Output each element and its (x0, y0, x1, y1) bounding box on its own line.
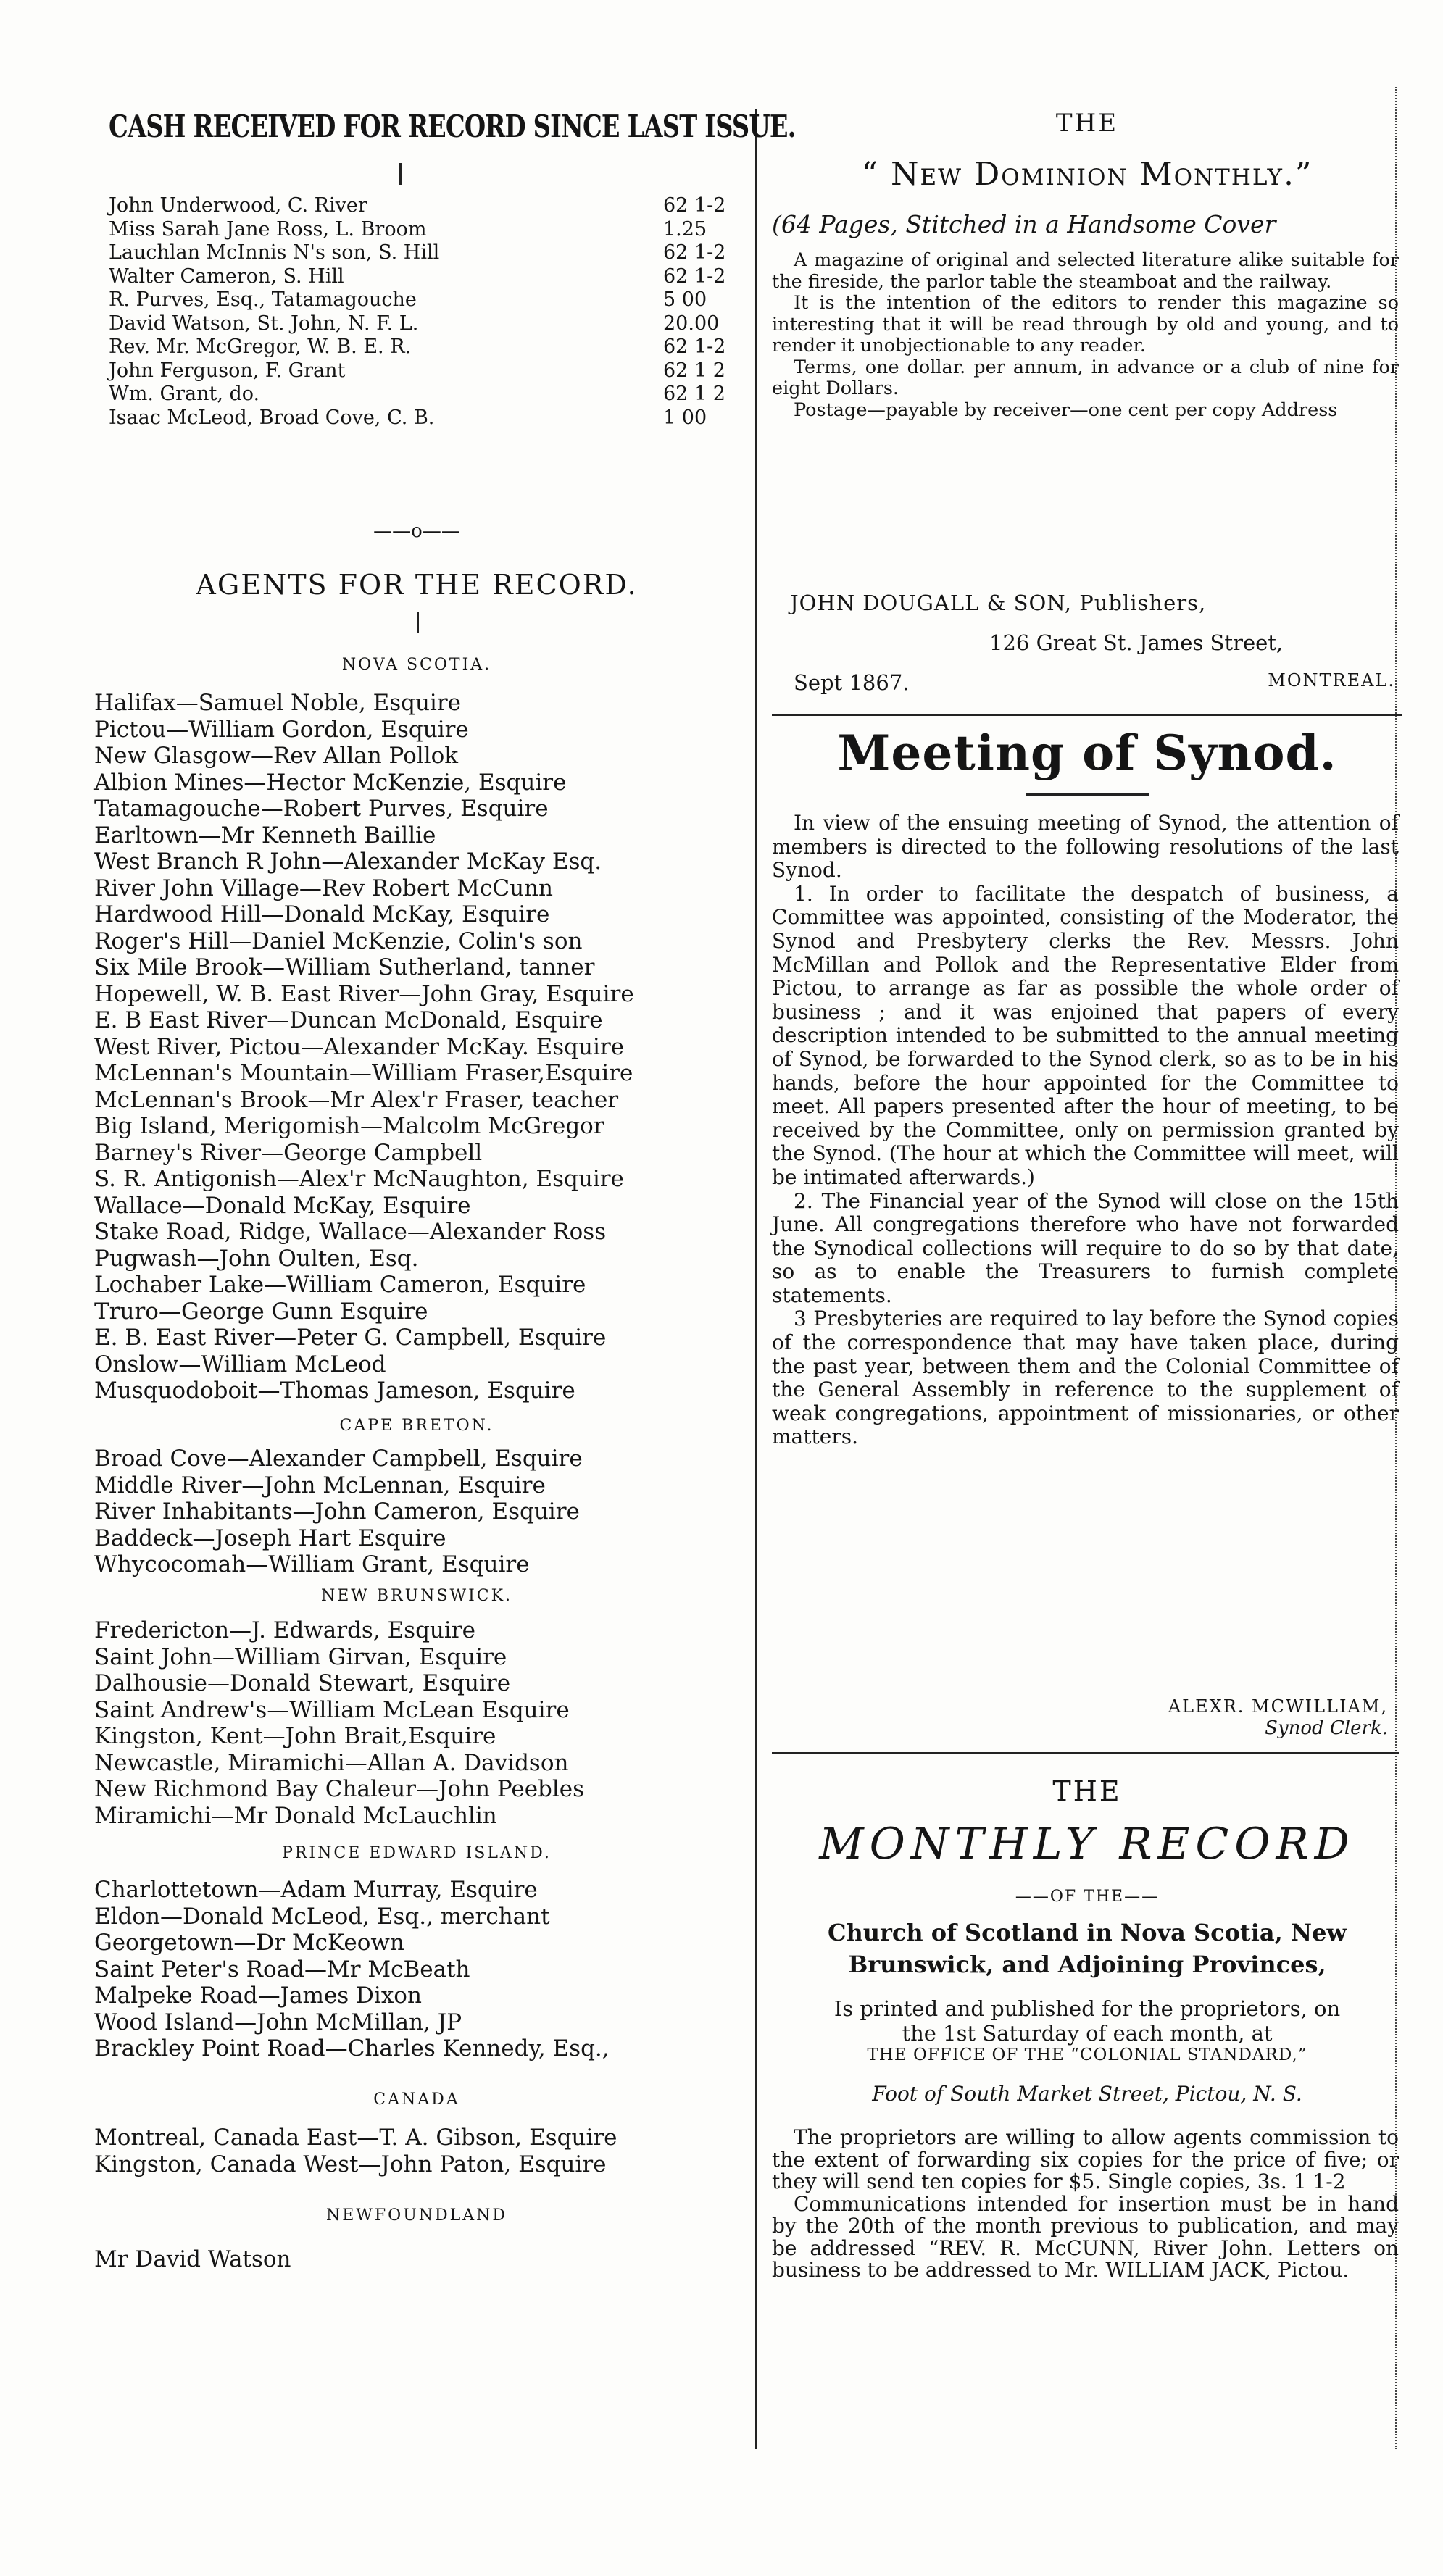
agent-entry: Roger's Hill—Daniel McKenzie, Colin's son (94, 928, 583, 954)
synod-paragraph: In view of the ensuing meeting of Synod, the attention of members is directed to the following resolutions of the last Synod. (772, 811, 1399, 883)
cash-entry (109, 359, 747, 383)
agent-entry: New Richmond Bay Chaleur—John Peebles (94, 1776, 585, 1802)
agents-heading: AGENTS FOR THE RECORD. (196, 569, 638, 601)
ndm-paragraph: Postage—payable by receiver—one cent per copy Address (794, 399, 1338, 421)
cash-amount: 5 00 (663, 288, 707, 311)
agent-entry: Dalhousie—Donald Stewart, Esquire (94, 1670, 511, 1696)
ndm-city: MONTREAL. (1268, 670, 1395, 691)
agent-entry: Saint John—William Girvan, Esquire (94, 1643, 507, 1670)
cash-name: David Watson, St. John, N. F. L. (109, 312, 419, 335)
agent-entry: West Branch R John—Alexander McKay Esq. (94, 849, 602, 875)
agent-entry: Albion Mines—Hector McKenzie, Esquire (94, 769, 567, 796)
cash-entry (109, 288, 747, 312)
agent-entry: Broad Cove—Alexander Campbell, Esquire (94, 1446, 583, 1472)
synod-heading: Meeting of Synod. (837, 725, 1337, 781)
agent-entry: Stake Road, Ridge, Wallace—Alexander Ross (94, 1219, 607, 1245)
agent-entry: Halifax—Samuel Noble, Esquire (94, 690, 462, 716)
ndm-subtitle: (64 Pages, Stitched in a Handsome Cover (772, 210, 1276, 238)
cash-name: Walter Cameron, S. Hill (109, 264, 344, 288)
agent-entry: E. B. East River—Peter G. Campbell, Esquire (94, 1325, 607, 1351)
cash-amount: 1 00 (663, 406, 707, 429)
agent-entry: Onslow—William McLeod (94, 1351, 386, 1377)
cash-amount: 62 1-2 (663, 241, 726, 264)
synod-signer-role: Synod Clerk. (1265, 1717, 1388, 1739)
cash-entry (109, 218, 747, 242)
agent-entry: Middle River—John McLennan, Esquire (94, 1472, 546, 1499)
cash-name: Rev. Mr. McGregor, W. B. E. R. (109, 335, 412, 358)
agent-entry: Truro—George Gunn Esquire (94, 1298, 428, 1325)
printed-line: the 1st Saturday of each month, at (902, 2021, 1273, 2046)
agent-entry: New Glasgow—Rev Allan Pollok (94, 743, 459, 769)
agent-entry: Hardwood Hill—Donald McKay, Esquire (94, 901, 550, 928)
agent-list-canada (94, 2125, 747, 2177)
cash-amount: 20.00 (663, 312, 720, 335)
synod-paragraph: 1. In order to facilitate the despatch of business, a Committee was appointed, consisting of the Moderator, the Synod and Presbytery clerks the Rev. Messrs. John McMillan and Pollok and the Representative Elder from Pictou, to arrange as far as possible the whole order of business ; and it was enjoined that papers of every description intended to be submitted to the annual meeting of Synod, be forwarded to the Synod clerk, so as to be in his hands, before the hour appointed for the Committee to meet. All papers presented after the hour of meeting, to be received by the Committee, only on permission granted by the Synod. (The hour at which the Committee will meet, will be intimated afterwards.) (772, 881, 1399, 1189)
monthly-record-location: Foot of South Market Street, Pictou, N. S. (872, 2082, 1302, 2106)
agent-entry: Big Island, Merigomish—Malcolm McGregor (94, 1113, 604, 1139)
cash-name: R. Purves, Esq., Tatamagouche (109, 288, 417, 311)
agent-list-newfoundland (94, 2246, 747, 2273)
agent-entry: Musquodoboit—Thomas Jameson, Esquire (94, 1377, 575, 1404)
ndm-paragraph: A magazine of original and selected literature alike suitable for the fireside, the parlor table the steamboat and the railway. (772, 249, 1399, 293)
cash-entry (109, 265, 747, 289)
synod-paragraph: 3 Presbyteries are required to lay before the Synod copies of the correspondence that may have taken place, during the past year, between them and the Colonial Committee of the General Assembly in reference to the supplement of weak congregations, appointment of missionaries, or other matters. (772, 1306, 1399, 1449)
column-divider (755, 109, 757, 2449)
agent-entry: Saint Andrew's—William McLean Esquire (94, 1696, 570, 1723)
agent-entry: Lochaber Lake—William Cameron, Esquire (94, 1272, 586, 1298)
ndm-address: 126 Great St. James Street, (989, 630, 1284, 655)
ndm-date: Sept 1867. (794, 670, 910, 695)
agent-list-prince-edward-island (94, 1877, 747, 2062)
agent-entry: Saint Peter's Road—Mr McBeath (94, 1956, 470, 1983)
cash-entry (109, 407, 747, 430)
monthly-record-body (772, 2127, 1399, 2282)
region-heading-nova-scotia: NOVA SCOTIA. (341, 656, 492, 674)
agent-entry: Montreal, Canada East—T. A. Gibson, Esquire (94, 2125, 617, 2151)
agent-entry: Georgetown—Dr McKeown (94, 1930, 404, 1956)
church-line: Brunswick, and Adjoining Provinces, (848, 1951, 1326, 1978)
cash-name: Wm. Grant, do. (109, 383, 260, 405)
agent-entry: Barney's River—George Campbell (94, 1139, 483, 1166)
heading-rule (1026, 793, 1149, 796)
monthly-record-church (772, 1917, 1402, 1980)
synod-signature (1168, 1696, 1388, 1739)
agent-list-cape-breton (94, 1446, 747, 1578)
agent-entry: S. R. Antigonish—Alex'r McNaughton, Esquire (94, 1166, 624, 1192)
cash-received-list (109, 194, 747, 430)
cash-entry (109, 241, 747, 265)
agent-entry: Charlottetown—Adam Murray, Esquire (94, 1877, 538, 1903)
heading-rule (417, 612, 419, 633)
agent-entry: Pugwash—John Oulten, Esq. (94, 1245, 419, 1272)
cash-entry (109, 312, 747, 336)
ndm-paragraph: Terms, one dollar. per annum, in advance or a club of nine for eight Dollars. (772, 356, 1399, 399)
heading-rule (399, 163, 402, 185)
agent-entry: Eldon—Donald McLeod, Esq., merchant (94, 1903, 550, 1930)
synod-signer-name: ALEXR. MCWILLIAM, (1168, 1696, 1388, 1717)
cash-received-heading: CASH RECEIVED FOR RECORD SINCE LAST ISSUE. (109, 109, 796, 144)
section-rule (772, 1752, 1399, 1754)
region-heading-new-brunswick: NEW BRUNSWICK. (320, 1587, 513, 1605)
agent-entry: West River, Pictou—Alexander McKay. Esquire (94, 1033, 625, 1060)
monthly-record-kicker: THE (1052, 1775, 1122, 1807)
synod-paragraph: 2. The Financial year of the Synod will close on the 15th June. All congregations therefore who have not forwarded the Synodical collections will require to do so by that date, so as to enable the Treasurers to furnish complete statements. (772, 1188, 1399, 1307)
ndm-publisher: JOHN DOUGALL & SON, Publishers, (790, 591, 1207, 615)
agent-entry: E. B East River—Duncan McDonald, Esquire (94, 1007, 603, 1033)
cash-amount: 62 1-2 (663, 335, 726, 358)
cash-entry (109, 383, 747, 407)
agent-entry: McLennan's Brook—Mr Alex'r Fraser, teacher (94, 1086, 619, 1113)
monthly-record-paragraph: Communications intended for insertion must be in hand by the 20th of the month previous to publication, and may be addressed “REV. R. McCUNN, River John. Letters on business to be addressed to Mr. WILLIAM JACK, Pictou. (772, 2191, 1399, 2282)
cash-name: John Ferguson, F. Grant (109, 359, 346, 382)
monthly-record-title: MONTHLY RECORD (819, 1819, 1355, 1870)
agent-entry: Fredericton—J. Edwards, Esquire (94, 1617, 475, 1643)
agent-entry: Earltown—Mr Kenneth Baillie (94, 822, 436, 849)
agent-entry: Whycocomah—William Grant, Esquire (94, 1551, 530, 1577)
monthly-record-printed (772, 1996, 1402, 2046)
ndm-advertisement-body (772, 250, 1399, 421)
monthly-record-paragraph: The proprietors are willing to allow agents commission to the extent of forwarding six copies for the price of five; or they will send ten copies for $5. Single copies, 3s. 1 1-2 (772, 2125, 1399, 2193)
cash-amount: 62 1-2 (663, 194, 726, 217)
monthly-record-of-the: ——OF THE—— (1015, 1888, 1160, 1906)
agent-entry: Wood Island—John McMillan, JP (94, 2009, 462, 2035)
agent-entry: Malpeke Road—James Dixon (94, 1983, 422, 2009)
agent-entry: Tatamagouche—Robert Purves, Esquire (94, 796, 549, 822)
region-heading-prince-edward-island: PRINCE EDWARD ISLAND. (282, 1844, 552, 1862)
ndm-kicker: THE (1055, 109, 1119, 138)
region-heading-cape-breton: CAPE BRETON. (339, 1417, 494, 1435)
agent-entry: River John Village—Rev Robert McCunn (94, 875, 554, 901)
agent-entry: Miramichi—Mr Donald McLauchlin (94, 1802, 497, 1829)
cash-name: Isaac McLeod, Broad Cove, C. B. (109, 406, 435, 429)
section-rule (772, 714, 1402, 716)
cash-entry (109, 335, 747, 359)
synod-notice-body (772, 812, 1399, 1449)
ndm-title: “ New Dominion Monthly.” (861, 156, 1313, 193)
agent-entry: Newcastle, Miramichi—Allan A. Davidson (94, 1749, 569, 1776)
region-heading-newfoundland: NEWFOUNDLAND (325, 2206, 508, 2225)
cash-amount: 1.25 (663, 217, 707, 241)
printed-line: Is printed and published for the proprietors, on (833, 1996, 1341, 2021)
church-line: Church of Scotland in Nova Scotia, New (827, 1919, 1347, 1946)
cash-name: John Underwood, C. River (109, 194, 367, 217)
agent-list-nova-scotia (94, 690, 747, 1404)
agent-entry: Wallace—Donald McKay, Esquire (94, 1192, 471, 1219)
ndm-paragraph: It is the intention of the editors to render this magazine so interesting that it will be read through by old and young, and to render it unobjectionable to any reader. (772, 292, 1399, 357)
agent-entry: Brackley Point Road—Charles Kennedy, Esq., (94, 2035, 610, 2062)
agent-entry: Kingston, Kent—John Brait,Esquire (94, 1723, 496, 1749)
cash-amount: 62 1 2 (663, 383, 725, 405)
cash-amount: 62 1-2 (663, 264, 726, 288)
region-heading-canada: CANADA (373, 2091, 460, 2109)
agent-entry: River Inhabitants—John Cameron, Esquire (94, 1499, 580, 1525)
agent-entry: Hopewell, W. B. East River—John Gray, Esquire (94, 980, 634, 1007)
agent-entry: Six Mile Brook—William Sutherland, tanner (94, 954, 595, 980)
agent-entry: Pictou—William Gordon, Esquire (94, 716, 469, 743)
cash-amount: 62 1 2 (663, 359, 725, 382)
cash-name: Lauchlan McInnis N's son, S. Hill (109, 241, 440, 264)
agent-entry: Kingston, Canada West—John Paton, Esquire (94, 2151, 607, 2177)
agent-list-new-brunswick (94, 1617, 747, 1829)
cash-name: Miss Sarah Jane Ross, L. Broom (109, 217, 427, 241)
agent-entry: Baddeck—Joseph Hart Esquire (94, 1525, 446, 1551)
cash-entry (109, 194, 747, 218)
monthly-record-office: THE OFFICE OF THE “COLONIAL STANDARD,” (867, 2046, 1307, 2064)
agent-entry: McLennan's Mountain—William Fraser,Esquire (94, 1060, 633, 1086)
section-separator: ——o—— (373, 520, 460, 542)
agent-entry: Mr David Watson (94, 2246, 291, 2272)
